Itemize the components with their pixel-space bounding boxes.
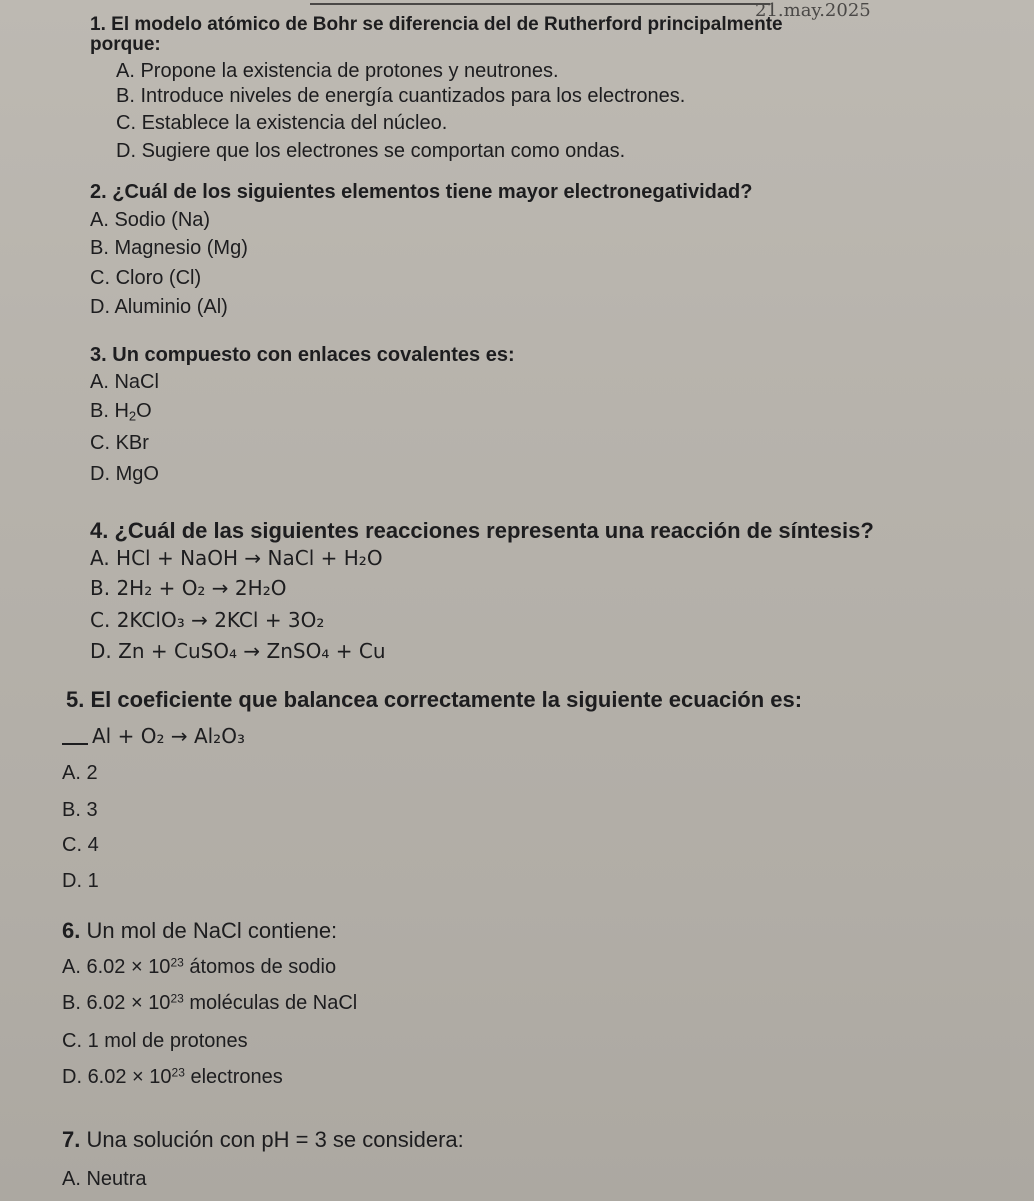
question-6-option-b: B. $6.02 \times 10^{23}$ moléculas de NaCl [62,991,358,1014]
question-1-line2: porque: [90,34,161,55]
question-5-option-a: A. 2 [62,762,98,784]
answer-blank[interactable] [62,743,88,745]
question-2-option-b: B. Magnesio (Mg) [90,237,248,259]
question-6-option-d: D. $6.02 \times 10^{23}$ electrones [62,1065,283,1088]
question-1-option-d: D. Sugiere que los electrones se comportan como ondas. [116,140,626,162]
question-1-option-c: C. Establece la existencia del núcleo. [116,112,448,134]
question-4-option-a: A. HCl + NaOH → NaCl + H₂O [90,546,383,570]
question-7-text: 7. Una solución con pH = 3 se considera: [62,1127,464,1152]
top-rule [310,3,770,5]
question-2-option-d: D. Aluminio (Al) [90,296,228,318]
question-4-option-b: B. 2H₂ + O₂ → 2H₂O [90,576,287,600]
question-3-option-d: D. MgO [90,463,159,485]
question-2-option-c: C. Cloro (Cl) [90,267,202,289]
question-5-option-c: C. 4 [62,834,99,856]
question-2-text: 2. ¿Cuál de los siguientes elementos tiene mayor electronegatividad? [90,181,753,203]
question-3-option-a: A. NaCl [90,371,159,393]
question-5-option-d: D. 1 [62,870,99,892]
question-1-option-a: A. Propone la existencia de protones y neutrones. [116,60,559,82]
question-3-text: 3. Un compuesto con enlaces covalentes es: [90,344,515,366]
question-5-equation: Al + O₂ → Al₂O₃ [62,725,245,747]
question-6-text: 6. Un mol de NaCl contiene: [62,918,338,943]
question-1-line1: 1. El modelo atómico de Bohr se diferencia del de Rutherford principalmente [90,14,783,35]
question-4-text: 4. ¿Cuál de las siguientes reacciones representa una reacción de síntesis? [90,518,874,543]
question-5-text: 5. El coeficiente que balancea correctamente la siguiente ecuación es: [66,687,803,712]
question-4-option-d: D. Zn + CuSO₄ → ZnSO₄ + Cu [90,639,386,663]
question-6-option-a: A. $6.02 \times 10^{23}$ átomos de sodio [62,955,337,978]
question-3-option-b: B. $H_2O$ [90,400,152,424]
question-1-option-b: B. Introduce niveles de energía cuantizados para los electrones. [116,85,686,107]
question-6-option-c: C. 1 mol de protones [62,1030,248,1052]
handwritten-date: 21.may.2025 [755,0,871,21]
question-2-option-a: A. Sodio (Na) [90,209,211,231]
question-3-option-c: C. KBr [90,432,149,454]
question-5-option-b: B. 3 [62,799,98,821]
question-4-option-c: C. 2KClO₃ → 2KCl + 3O₂ [90,608,325,632]
question-7-option-a: A. Neutra [62,1168,147,1190]
